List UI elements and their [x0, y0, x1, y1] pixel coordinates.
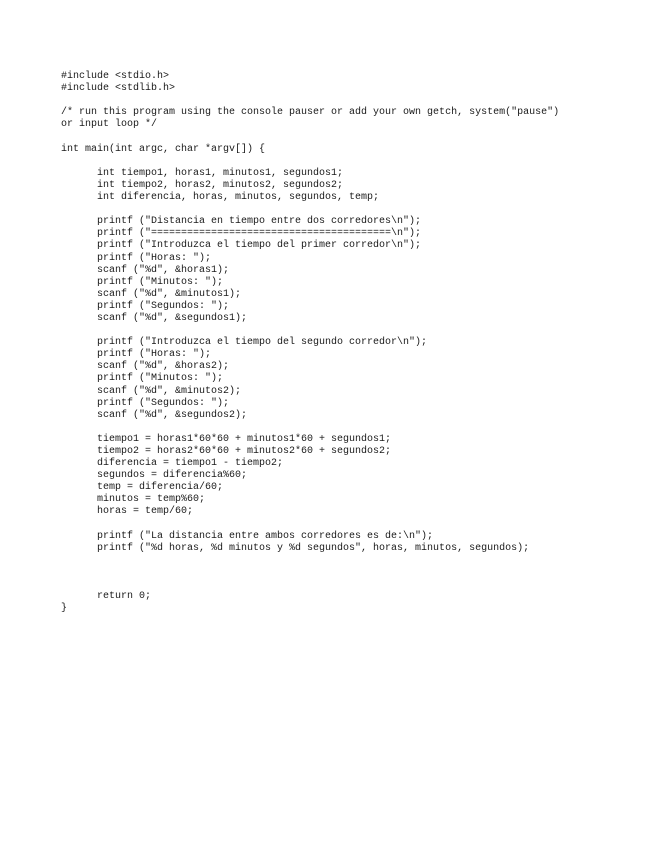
- code-line: temp = diferencia/60;: [61, 482, 224, 494]
- code-line: minutos = temp%60;: [61, 494, 206, 506]
- code-line: scanf ("%d", &segundos2);: [61, 409, 248, 421]
- code-line: int main(int argc, char *argv[]) {: [61, 143, 266, 155]
- code-line: printf ("Distancia en tiempo entre dos corredores\n");: [61, 216, 422, 228]
- code-line: [61, 579, 559, 591]
- code-line: #include <stdio.h>: [61, 71, 170, 83]
- code-line: diferencia = tiempo1 - tiempo2;: [61, 458, 284, 470]
- code-line: scanf ("%d", &horas1);: [61, 264, 230, 276]
- code-line: segundos = diferencia%60;: [61, 470, 248, 482]
- code-line: return 0;: [61, 591, 152, 603]
- code-line: int diferencia, horas, minutos, segundos, temp;: [61, 192, 380, 204]
- code-line: }: [61, 603, 68, 615]
- code-line: [61, 156, 559, 168]
- code-line: scanf ("%d", &minutos2);: [61, 385, 242, 397]
- code-line: [61, 519, 559, 531]
- code-line: [61, 567, 559, 579]
- code-line: [61, 132, 559, 144]
- code-line: printf ("Minutos: ");: [61, 373, 224, 385]
- code-line: [61, 59, 559, 71]
- code-line: printf ("========================================\n");: [61, 228, 422, 240]
- code-line: printf ("Horas: ");: [61, 252, 212, 264]
- code-line: scanf ("%d", &segundos1);: [61, 312, 248, 324]
- code-line: [61, 555, 559, 567]
- code-line: printf ("Introduzca el tiempo del primer corredor\n");: [61, 240, 422, 252]
- code-line: printf ("Minutos: ");: [61, 276, 224, 288]
- code-line: int tiempo1, horas1, minutos1, segundos1;: [61, 167, 344, 179]
- code-line: int tiempo2, horas2, minutos2, segundos2;: [61, 179, 344, 191]
- code-line: printf ("La distancia entre ambos corredores es de:\n");: [61, 530, 434, 542]
- code-line: printf ("Horas: ");: [61, 349, 212, 361]
- code-line: [61, 204, 559, 216]
- code-line: printf ("Segundos: ");: [61, 300, 230, 312]
- code-line: tiempo1 = horas1*60*60 + minutos1*60 + segundos1;: [61, 433, 392, 445]
- code-line: printf ("Segundos: ");: [61, 397, 230, 409]
- code-line: [61, 325, 559, 337]
- code-line: tiempo2 = horas2*60*60 + minutos2*60 + segundos2;: [61, 446, 392, 457]
- code-line: [61, 422, 559, 434]
- code-line: horas = temp/60;: [61, 506, 194, 518]
- code-line: scanf ("%d", &horas2);: [61, 361, 230, 373]
- code-line: printf ("Introduzca el tiempo del segundo corredor\n");: [61, 337, 428, 349]
- code-line: scanf ("%d", &minutos1);: [61, 288, 242, 300]
- source-code-listing: [61, 59, 559, 615]
- code-line: /* run this program using the console pauser or add your own getch, system("pause"): [61, 107, 560, 119]
- code-line: #include <stdlib.h>: [61, 83, 176, 95]
- code-line: or input loop */: [61, 119, 158, 131]
- code-line: [61, 95, 559, 107]
- code-line: printf ("%d horas, %d minutos y %d segundos", horas, minutos, segundos);: [61, 542, 530, 554]
